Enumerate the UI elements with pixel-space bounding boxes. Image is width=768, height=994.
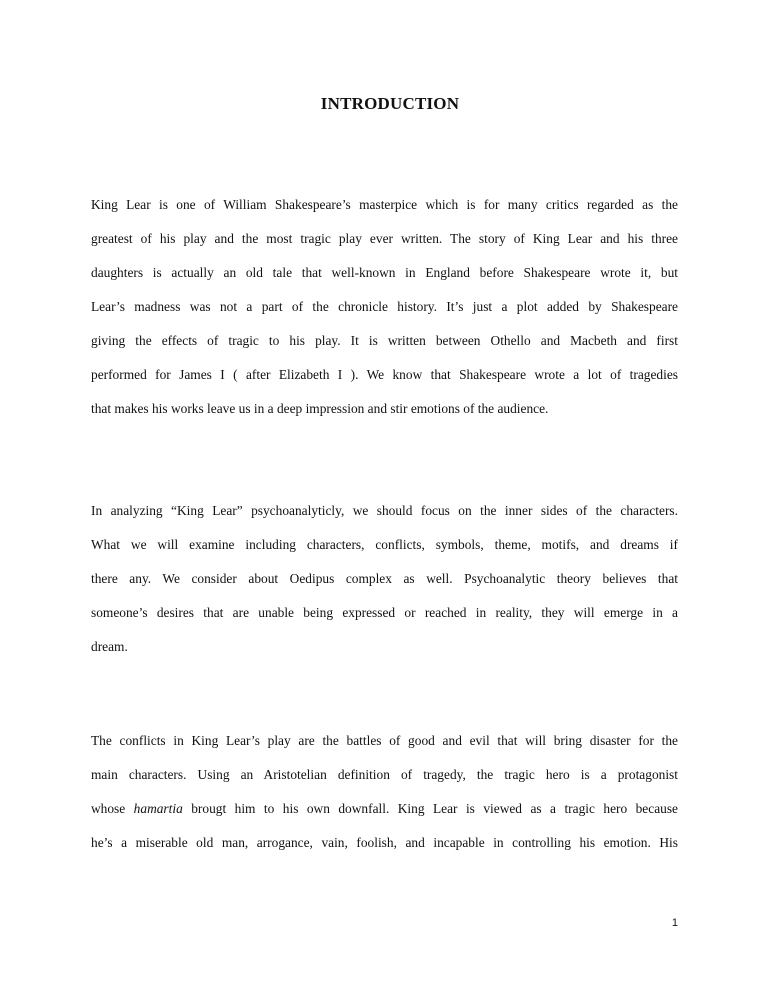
paragraph-line: someone’s desires that are unable being expressed or reached in reality, they will emerge in a	[91, 605, 678, 620]
paragraph-line: that makes his works leave us in a deep impression and stir emotions of the audience.	[91, 401, 549, 416]
paragraph-introduction	[91, 188, 678, 426]
paragraph-line: there any. We consider about Oedipus complex as well. Psychoanalytic theory believes that	[91, 571, 678, 586]
paragraph-line: main characters. Using an Aristotelian definition of tragedy, the tragic hero is a protagonist	[91, 767, 678, 782]
paragraph-line: In analyzing “King Lear” psychoanalyticly, we should focus on the inner sides of the characters.	[91, 503, 678, 518]
paragraph-psychoanalysis	[91, 494, 678, 664]
paragraph-line: greatest of his play and the most tragic play ever written. The story of King Lear and his three	[91, 231, 678, 246]
paragraph-line: daughters is actually an old tale that well-known in England before Shakespeare wrote it, but	[91, 265, 678, 280]
paragraph-line: dream.	[91, 639, 128, 654]
line-text-after: brougt him to his own downfall. King Lear is viewed as a tragic hero because	[182, 801, 678, 816]
italic-term: hamartia	[133, 801, 183, 816]
page-title: INTRODUCTION	[320, 94, 460, 113]
paragraph-line: King Lear is one of William Shakespeare’s masterpice which is for many critics regarded as the	[91, 197, 678, 212]
paragraph-line: Lear’s madness was not a part of the chronicle history. It’s just a plot added by Shakespeare	[91, 299, 678, 314]
paragraph-line: he’s a miserable old man, arrogance, vain, foolish, and incapable in controlling his emotion. His	[91, 835, 678, 850]
page-number: 1	[671, 917, 678, 929]
paragraph-line: giving the effects of tragic to his play. It is written between Othello and Macbeth and first	[91, 333, 678, 348]
line-text-before: whose	[91, 801, 134, 816]
paragraph-line: performed for James I ( after Elizabeth I ). We know that Shakespeare wrote a lot of tragedies	[91, 367, 678, 382]
paragraph-line: The conflicts in King Lear’s play are the battles of good and evil that will bring disaster for the	[91, 733, 678, 748]
paragraph-line: What we will examine including characters, conflicts, symbols, theme, motifs, and dreams if	[91, 537, 678, 552]
paragraph-conflicts	[91, 724, 678, 860]
paragraph-line-italic	[91, 792, 678, 826]
